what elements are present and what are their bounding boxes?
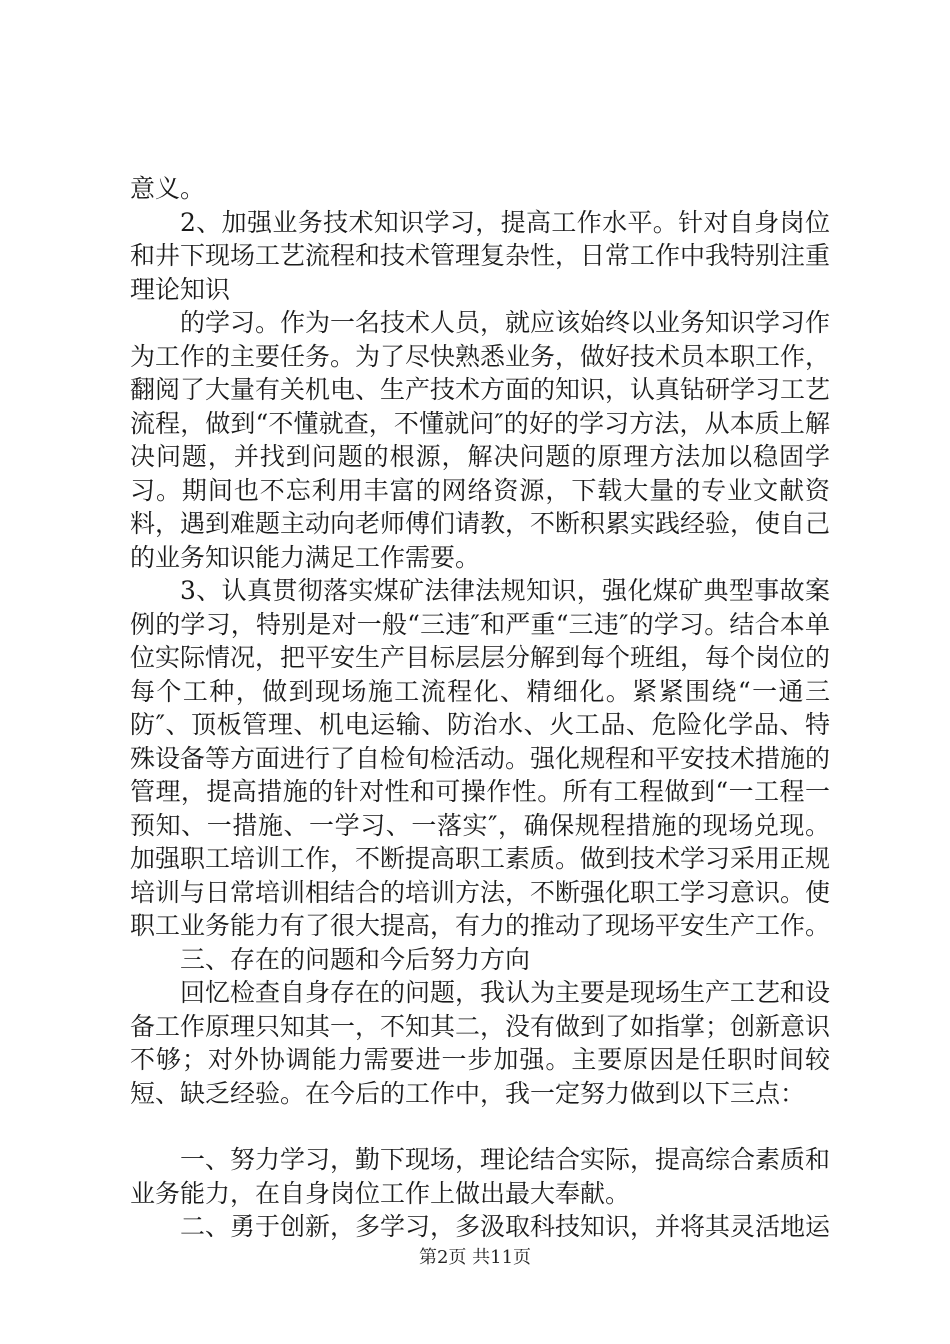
- paragraph-item-2: 2、加强业务技术知识学习，提高工作水平。针对自身岗位和井下现场工艺流程和技术管理复杂性，日常工作中我特别注重理论知识: [130, 207, 831, 304]
- paragraph-item-3: 3、认真贯彻落实煤矿法律法规知识，强化煤矿典型事故案例的学习，特别是对一般“三违″和严重“三违″的学习。结合本单位实际情况，把平安生产目标层层分解到每个班组，每个岗位的每个工种，做到现场施工流程化、精细化。紧紧围绕“一通三防″、顶板管理、机电运输、防治水、火工品、危险化学品、特殊设备等方面进行了自检旬检活动。强化规程和平安技术措施的管理，提高措施的针对性和可操作性。所有工程做到“一工程一预知、一措施、一学习、一落实″，确保规程措施的现场兑现。加强职工培训工作，不断提高职工素质。做到技术学习采用正规培训与日常培训相结合的培训方法，不断强化职工学习意识。使职工业务能力有了很大提高，有力的推动了现场平安生产工作。: [130, 576, 831, 940]
- section-heading-problems: 三、存在的问题和今后努力方向: [180, 944, 531, 974]
- paragraph-self-review: 回忆检查自身存在的问题，我认为主要是现场生产工艺和设备工作原理只知其一，不知其二，没有做到了如指掌；创新意识不够；对外协调能力需要进一步加强。主要原因是任职时间较短、缺乏经验。在今后的工作中，我一定努力做到以下三点：: [130, 978, 831, 1108]
- page-number-footer: 第2页 共11页: [418, 1247, 532, 1268]
- paragraph-point-1: 一、努力学习，勤下现场，理论结合实际，提高综合素质和业务能力，在自身岗位工作上做出最大奉献。: [130, 1145, 831, 1208]
- paragraph-point-2: 二、勇于创新，多学习，多汲取科技知识，并将其灵活地运: [180, 1212, 831, 1241]
- paragraph-study: 的学习。作为一名技术人员，就应该始终以业务知识学习作为工作的主要任务。为了尽快熟悉业务，做好技术员本职工作，翻阅了大量有关机电、生产技术方面的知识，认真钻研学习工艺流程，做到“不懂就查，不懂就问″的好的学习方法，从本质上解决问题，并找到问题的根源，解决问题的原理方法加以稳固学习。期间也不忘利用丰富的网络资源，下载大量的专业文献资料，遇到难题主动向老师傅们请教，不断积累实践经验，使自己的业务知识能力满足工作需要。: [130, 308, 831, 572]
- document-body: [130, 172, 830, 1244]
- blank-line: [130, 1110, 830, 1143]
- paragraph-continuation: 意义。: [130, 174, 206, 203]
